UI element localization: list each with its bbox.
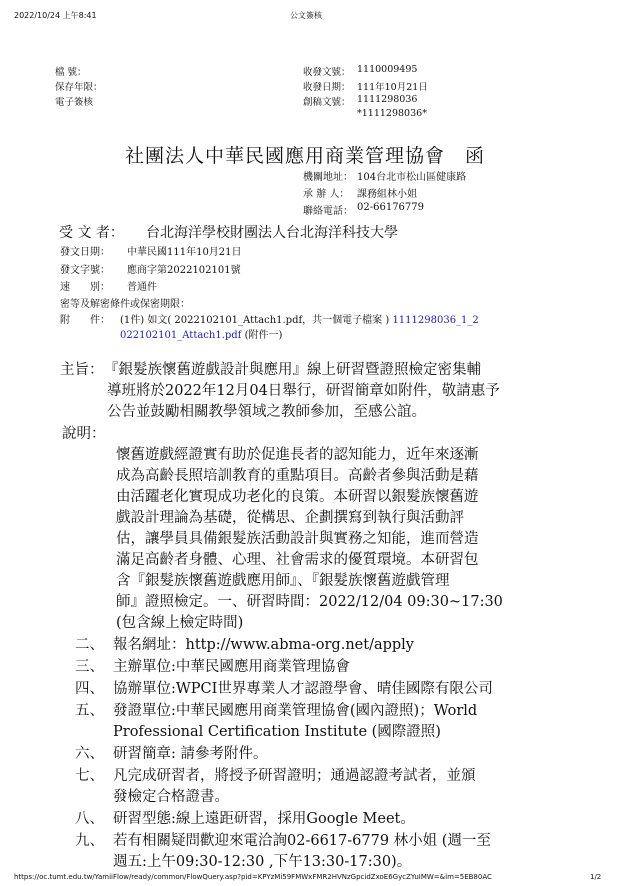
explanation-line: 成為高齡長照培訓教育的重點項目。高齡者參與活動是藉 (116, 468, 479, 484)
item-text: 發檢定合格證書。 (113, 789, 229, 805)
secret-label: 密等及解密條件或保密期限： (60, 299, 190, 310)
receive-no: 1110009495 (357, 64, 418, 75)
item-number: 九、 (75, 833, 104, 849)
subject-label: 主旨： (60, 362, 104, 378)
speed-label: 速 別： (60, 282, 110, 293)
retention-label: 保存年限： (55, 82, 103, 93)
explanation-label: 說明： (62, 426, 106, 442)
print-datetime: 2022/10/24 上午8:41 (14, 11, 97, 20)
item-number: 五、 (75, 703, 104, 719)
issue-date: 中華民國111年10月21日 (127, 247, 242, 258)
item-text: 協辦單位:WPCI世界專業人才認證學會、晴佳國際有限公司 (113, 681, 493, 697)
subject-line: 『銀髮族懷舊遊戲設計與應用』線上研習暨證照檢定密集輔 (104, 362, 481, 378)
handler-label: 承 辦 人： (303, 189, 350, 200)
item-text: 若有相關疑問歡迎來電洽詢02-6617-6779 林小姐 (週一至 (113, 833, 491, 849)
subject-line: 導班將於2022年12月04日舉行，研習簡章如附件，敬請惠予 (107, 383, 500, 399)
issue-number: 應商字第2022102101號 (127, 265, 241, 276)
explanation-line: 估，讓學員具備銀髮族活動設計與實務之知能，進而營造 (116, 531, 479, 547)
number-label: 發文字號： (60, 265, 110, 276)
item-text: 發證單位:中華民國應用商業管理協會(國內證照)；World (113, 703, 478, 719)
item-number: 二、 (75, 637, 104, 653)
explanation-line: 懷舊遊戲經證實有助於促進長者的認知能力，近年來逐漸 (116, 447, 479, 463)
explanation-line: 滿足高齡者身體、心理、社會需求的優質環境。本研習包 (116, 552, 479, 568)
receive-date-label: 收發日期： (303, 82, 351, 93)
attachment-desc-line2 (120, 326, 282, 341)
draft-no-label: 創稿文號： (303, 97, 351, 108)
phone: 02-66176779 (357, 202, 425, 213)
item-number: 四、 (75, 681, 104, 697)
explanation-line: 戲設計理論為基礎，從構思、企劃撰寫到執行與活動評 (116, 510, 464, 526)
speed: 普通件 (127, 282, 157, 293)
item-text: 研習型態:線上遠距研習，採用Google Meet。 (113, 811, 415, 827)
print-page-number: 1/2 (590, 873, 602, 881)
explanation-line: 師』證照檢定。一、研習時間：2022/12/04 09:30~17:30 (116, 594, 503, 610)
archive-no-label: 檔 號： (55, 67, 87, 78)
receive-no-label: 收發文號： (303, 67, 351, 78)
attachment-label: 附 件： (60, 315, 110, 326)
receive-date: 111年10月21日 (357, 82, 428, 93)
recipient: 台北海洋學校財團法人台北海洋科技大學 (146, 225, 398, 241)
item-text: 研習簡章: 請參考附件。 (113, 746, 268, 762)
item-number: 八、 (75, 811, 104, 827)
explanation-line: 由活躍老化實現成功老化的良策。本研習以銀髮族懷舊遊 (116, 489, 479, 505)
recipient-label: 受 文 者： (59, 225, 124, 241)
address: 104台北市松山區健康路 (357, 172, 467, 183)
attachment-text: (1件) 如文( 2022102101_Attach1.pdf，共一個電子檔案 ) (120, 315, 393, 326)
e-sign-label: 電子簽核 (55, 97, 94, 108)
attachment-link[interactable]: 1111298036_1_2 (392, 315, 479, 326)
item-text: 主辦單位:中華民國應用商業管理協會 (113, 659, 350, 675)
explanation-line: 含『銀髮族懷舊遊戲應用師』、『銀髮族懷舊遊戲管理 (116, 573, 450, 589)
attachment-desc (120, 311, 479, 326)
print-url: https://oc.tumt.edu.tw/YamiiFlow/ready/common/FlowQuery.asp?pid=KPYzMi59FMWxFMR2HVNzGpcidZxoE6GycZYuIMW=&lm=5EB80AC (14, 873, 492, 881)
phone-label: 聯絡電話： (303, 206, 353, 217)
item-text: 報名網址：http://www.abma-org.net/apply (113, 637, 414, 653)
item-number: 六、 (75, 746, 104, 762)
date-label: 發文日期： (60, 247, 110, 258)
item-text: 凡完成研習者，將授予研習證明；通過認證考試者，並頒 (113, 768, 476, 784)
attachment-link-cont[interactable]: 022102101_Attach1.pdf (120, 330, 242, 341)
address-label: 機關地址： (303, 172, 353, 183)
item-number: 七、 (75, 768, 104, 784)
barcode-text: *1111298036* (357, 108, 427, 119)
document-title: 社團法人中華民國應用商業管理協會 函 (125, 145, 486, 167)
attachment-suffix: (附件一) (241, 330, 283, 341)
subject-line: 公告並鼓勵相關教學領域之教師參加，至感公誼。 (107, 404, 426, 420)
explanation-line: (包含線上檢定時間) (116, 615, 244, 631)
print-title: 公文簽核 (290, 11, 322, 20)
item-number: 三、 (75, 659, 104, 675)
handler: 課務組林小姐 (357, 189, 417, 200)
item-text: 週五:上午09:30-12:30 ,下午13:30-17:30)。 (113, 854, 412, 870)
item-text: Professional Certification Institute (國際證照) (113, 724, 441, 740)
draft-no: 1111298036 (357, 94, 418, 105)
